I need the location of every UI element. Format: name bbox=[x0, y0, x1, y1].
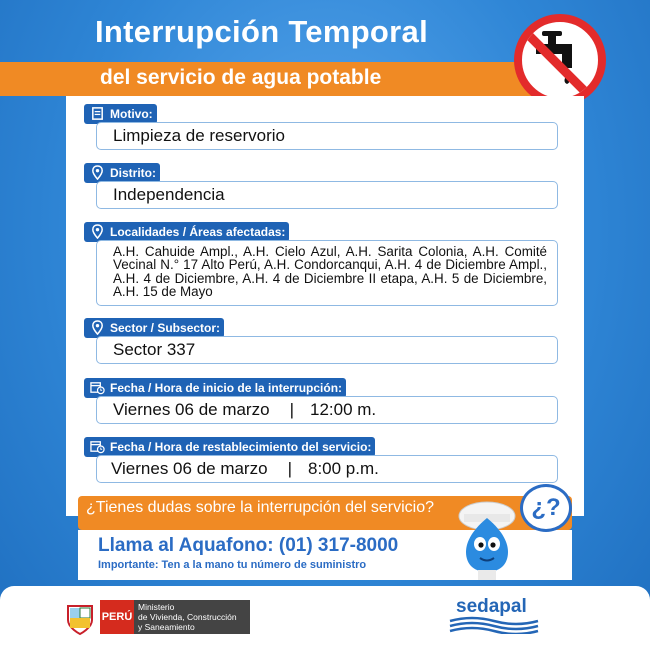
localidades-label bbox=[84, 222, 289, 242]
sedapal-logo: sedapal bbox=[456, 596, 527, 617]
motivo-label bbox=[84, 104, 157, 124]
water-drop-mascot bbox=[452, 496, 522, 582]
restablecimiento-separator: | bbox=[287, 459, 292, 478]
inicio-field bbox=[96, 396, 558, 424]
sedapal-waves-icon bbox=[448, 616, 540, 634]
location-pin-icon bbox=[90, 224, 105, 239]
restablecimiento-label bbox=[84, 437, 375, 457]
peru-logo: PERÚ bbox=[100, 600, 134, 634]
restablecimiento-label-text: Fecha / Hora de restablecimiento del servicio: bbox=[110, 440, 372, 454]
sector-label bbox=[84, 318, 224, 338]
distrito-label bbox=[84, 163, 160, 183]
inicio-label bbox=[84, 378, 346, 398]
peru-shield-logo bbox=[64, 600, 96, 636]
important-note: Importante: Ten a la mano tu número de suministro bbox=[98, 559, 367, 571]
aquafono-call[interactable]: Llama al Aquafono: (01) 317-8000 bbox=[98, 535, 399, 556]
no-water-faucet-icon bbox=[514, 14, 606, 106]
distrito-label-text: Distrito: bbox=[110, 166, 156, 180]
motivo-label-text: Motivo: bbox=[110, 107, 153, 121]
question-bubble: ¿? bbox=[520, 484, 572, 532]
location-pin-icon bbox=[90, 320, 105, 335]
localidades-label-text: Localidades / Áreas afectadas: bbox=[110, 225, 286, 239]
ministry-logo bbox=[134, 600, 250, 634]
page-title: Interrupción Temporal bbox=[95, 14, 428, 49]
page-subtitle: del servicio de agua potable bbox=[100, 66, 382, 89]
doubt-question: ¿Tienes dudas sobre la interrupción del servicio? bbox=[86, 499, 435, 516]
location-pin-icon bbox=[90, 165, 105, 180]
calendar-clock-icon bbox=[90, 380, 105, 395]
clipboard-icon bbox=[90, 106, 105, 121]
restablecimiento-date: Viernes 06 de marzo bbox=[111, 459, 268, 478]
sector-field: Sector 337 bbox=[96, 336, 558, 364]
inicio-separator: | bbox=[289, 400, 294, 419]
distrito-field: Independencia bbox=[96, 181, 558, 209]
restablecimiento-time: 8:00 p.m. bbox=[307, 459, 379, 478]
motivo-field: Limpieza de reservorio bbox=[96, 122, 558, 150]
ministry-line: Ministerio bbox=[138, 602, 175, 612]
inicio-date: Viernes 06 de marzo bbox=[113, 400, 270, 419]
localidades-field: A.H. Cahuide Ampl., A.H. Cielo Azul, A.H. Sarita Colonia, A.H. Comité Vecinal N.° 17 Alto Perú, A.H. Condorcanqui, A.H. 4 de Diciembre Ampl., A.H. 4 de Diciembre, A.H. 4 de Diciembre II etapa, A.H. 5 de Diciembre, A.H. 15 de Mayo bbox=[96, 240, 558, 306]
inicio-label-text: Fecha / Hora de inicio de la interrupción: bbox=[110, 381, 343, 395]
ministry-line: y Saneamiento bbox=[138, 622, 195, 632]
inicio-time: 12:00 m. bbox=[309, 400, 377, 419]
ministry-line: de Vivienda, Construcción bbox=[138, 612, 237, 622]
calendar-clock-icon bbox=[90, 439, 105, 454]
footer bbox=[0, 586, 650, 650]
sector-label-text: Sector / Subsector: bbox=[110, 321, 221, 335]
restablecimiento-field bbox=[96, 455, 558, 483]
